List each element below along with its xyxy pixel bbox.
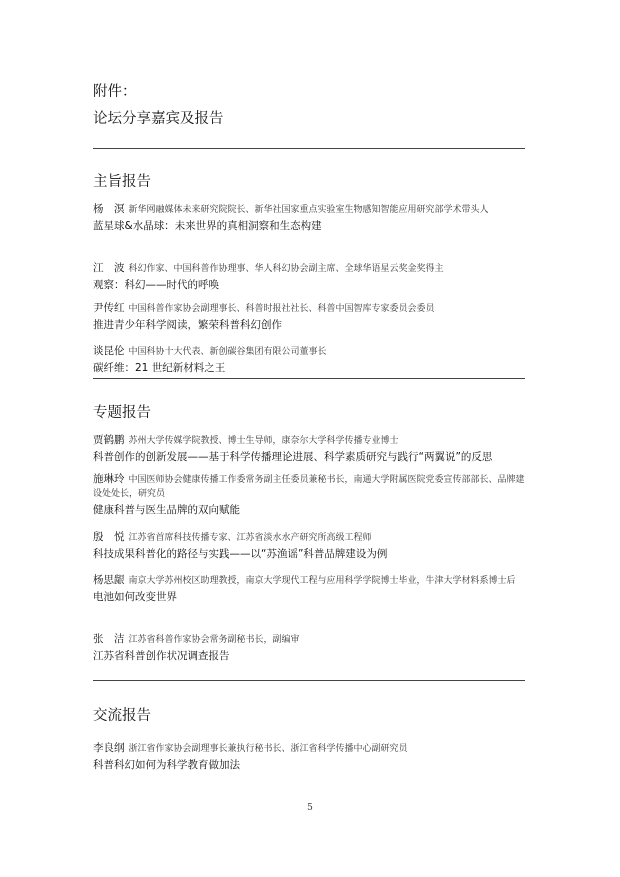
attachment-label: 附件： (93, 84, 137, 100)
speaker-name: 贾鹤鹏 (93, 434, 125, 446)
speaker-entry (93, 742, 533, 772)
speaker-affiliation: 中国科普作家协会副理事长、科普时报社社长、科普中国智库专家委员会委员 (128, 304, 435, 314)
section-title-keynote: 主旨报告 (93, 174, 151, 190)
talk-title: 江苏省科普创作状况调查报告 (93, 650, 230, 662)
speaker-entry (93, 531, 533, 561)
talk-title: 推进青少年科学阅读，繁荣科普科幻创作 (93, 319, 282, 331)
speaker-affiliation: 南京大学苏州校区助理教授，南京大学现代工程与应用科学学院博士毕业，牛津大学材料系博士后 (128, 576, 516, 586)
speaker-name: 殷 悦 (93, 531, 125, 543)
divider-line (93, 148, 525, 149)
speaker-affiliation: 新华网融媒体未来研究院院长、新华社国家重点实验室生物感知智能应用研究部学术带头人 (128, 205, 489, 215)
speaker-name: 杨思龈 (93, 574, 125, 586)
page-number: 5 (307, 803, 313, 813)
speaker-affiliation: 苏州大学传媒学院教授、博士生导师，康奈尔大学科学传播专业博士 (128, 436, 399, 446)
speaker-name: 李良纲 (93, 742, 125, 754)
speaker-affiliation: 江苏省首席科技传播专家、江苏省淡水水产研究所高级工程师 (128, 533, 372, 543)
talk-title: 电池如何改变世界 (93, 591, 177, 603)
speaker-name: 尹传红 (93, 302, 125, 314)
talk-title: 科普创作的创新发展——基于科学传播理论进展、科学素质研究与践行“两翼说”的反思 (93, 451, 493, 463)
speaker-entry (93, 633, 533, 663)
speaker-name: 杨 溟 (93, 203, 125, 215)
speaker-affiliation: 科幻作家、中国科普作协理事、华人科幻协会副主席、全球华语星云奖金奖得主 (128, 264, 444, 274)
speaker-entry (93, 203, 533, 233)
speaker-affiliation: 中国医师协会健康传播工作委常务副主任委员兼秘书长，南通大学附属医院党委宣传部部长、品牌建设处处长，研究员 (93, 475, 525, 499)
divider-line (93, 378, 525, 379)
talk-title: 科技成果科普化的路径与实践——以“苏渔谣”科普品牌建设为例 (93, 548, 388, 560)
talk-title: 观察：科幻——时代的呼唤 (93, 279, 219, 291)
section-title-topic: 专题报告 (93, 405, 151, 421)
talk-title: 碳纤维：21 世纪新材料之王 (93, 362, 226, 374)
talk-title: 蓝星球&水晶球：未来世界的真相洞察和生态构建 (93, 220, 322, 232)
speaker-affiliation: 中国科协十大代表、新创碳谷集团有限公司董事长 (128, 347, 327, 357)
divider-line (93, 680, 525, 681)
speaker-name: 张 洁 (93, 633, 125, 645)
speaker-entry (93, 434, 533, 464)
speaker-name: 谈昆伦 (93, 345, 125, 357)
speaker-entry (93, 473, 533, 517)
speaker-name: 施琳玲 (93, 473, 125, 485)
speaker-entry (93, 345, 533, 375)
document-title: 论坛分享嘉宾及报告 (93, 111, 224, 127)
speaker-entry (93, 262, 533, 292)
talk-title: 科普科幻如何为科学教育做加法 (93, 759, 240, 771)
speaker-name: 江 波 (93, 262, 125, 274)
talk-title: 健康科普与医生品牌的双向赋能 (93, 504, 240, 516)
speaker-affiliation: 浙江省作家协会副理事长兼执行秘书长、浙江省科学传播中心副研究员 (128, 744, 408, 754)
speaker-entry (93, 302, 533, 332)
speaker-entry (93, 574, 533, 604)
speaker-affiliation: 江苏省科普作家协会常务副秘书长，副编审 (128, 635, 300, 645)
section-title-exchange: 交流报告 (93, 708, 151, 724)
